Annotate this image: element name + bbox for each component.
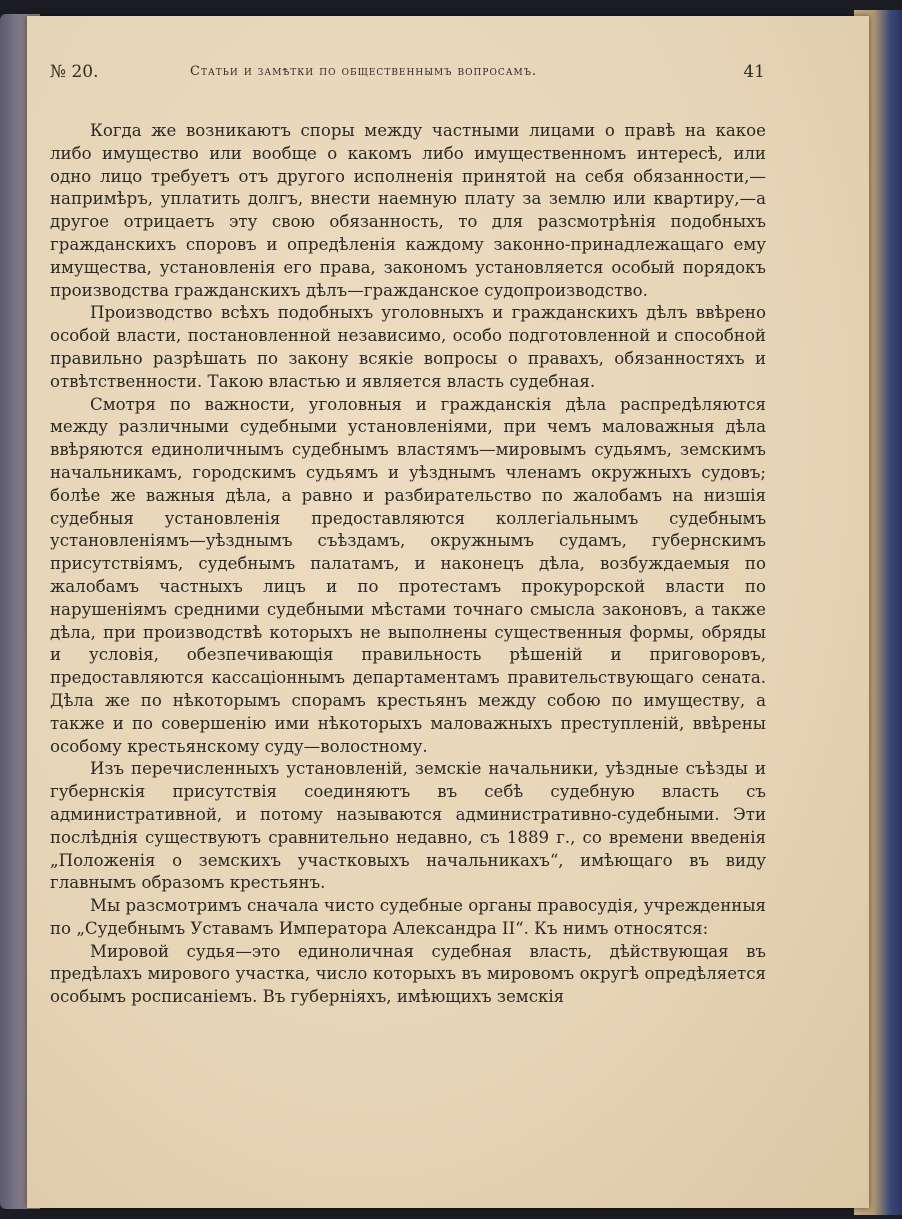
section-title: Статьи и замѣтки по общественнымъ вопросамъ.: [190, 64, 538, 79]
paragraph-court-statutes: Мы разсмотримъ сначала чисто судебные органы правосудія, учрежденныя по „Судебнымъ Уставамъ Императора Александра II“. Къ нимъ относятся:: [50, 896, 766, 938]
paragraph-civil-disputes: Когда же возникаютъ споры между частными лицами о правѣ на какое либо имущество или вообще о какомъ либо имущественномъ интересѣ, или одно лицо требуетъ отъ другого исполненія принятой на себя обязанности,—напримѣръ, уплатить долгъ, внести наемную плату за землю или квартиру,—а другое отрицаетъ эту свою обязанность, то для разсмотрѣнія подобныхъ гражданскихъ споровъ и опредѣленія каждому законно-принадлежащаго ему имущества, установленія его права, закономъ установляется особый порядокъ производства гражданскихъ дѣлъ—гражданское судопроизводство.: [50, 121, 766, 300]
body-text: [50, 120, 766, 1009]
running-header: [50, 62, 765, 88]
paragraph-administrative-courts: Изъ перечисленныхъ установленій, земскіе начальники, уѣздные съѣзды и губернскія присутствія соединяютъ въ себѣ судебную власть съ административной, и потому называются административно-судебными. Эти послѣднія существуютъ сравнительно недавно, съ 1889 г., со времени введенія „Положенія о земскихъ участковыхъ начальникахъ“, имѣющаго въ виду главнымъ образомъ крестьянъ.: [50, 759, 766, 893]
issue-number: № 20.: [50, 62, 99, 82]
paragraph-judicial-power: Производство всѣхъ подобныхъ уголовныхъ и гражданскихъ дѣлъ ввѣрено особой власти, постановленной независимо, особо подготовленной и способной правильно разрѣшать по закону всякіе вопросы о правахъ, обязанностяхъ и отвѣтственности. Такою властью и является власть судебная.: [50, 303, 766, 391]
paragraph-court-distribution: Смотря по важности, уголовныя и гражданскія дѣла распредѣляются между различными судебными установленіями, при чемъ маловажныя дѣла ввѣряются единоличнымъ судебнымъ властямъ—мировымъ судьямъ, земскимъ начальникамъ, городскимъ судьямъ и уѣзднымъ членамъ окружныхъ судовъ; болѣе же важныя дѣла, а равно и разбирательство по жалобамъ на низшія судебныя установленія предоставляются коллегіальнымъ судебнымъ установленіямъ—уѣзднымъ съѣздамъ, окружнымъ судамъ, губернскимъ присутствіямъ, судебнымъ палатамъ, и наконецъ дѣла, возбуждаемыя по жалобамъ частныхъ лицъ и по протестамъ прокурорской власти по нарушеніямъ средними судебными мѣстами точнаго смысла законовъ, а также дѣла, при производствѣ которыхъ не выполнены существенныя формы, обряды и условія, обезпечивающія правильность рѣшеній и приговоровъ, предоставляются кассаціоннымъ департаментамъ правительствующаго сената. Дѣла же по нѣкоторымъ спорамъ крестьянъ между собою по имуществу, а также и по совершенію ими нѣкоторыхъ маловажныхъ преступленій, ввѣрены особому крестьянскому суду—волостному.: [50, 394, 766, 756]
paragraph-justice-of-peace: Мировой судья—это единоличная судебная власть, дѣйствующая въ предѣлахъ мирового участка, число которыхъ въ мировомъ округѣ опредѣляется особымъ росписаніемъ. Въ губерніяхъ, имѣющихъ земскія: [50, 941, 766, 1007]
page-number: 41: [743, 62, 765, 82]
